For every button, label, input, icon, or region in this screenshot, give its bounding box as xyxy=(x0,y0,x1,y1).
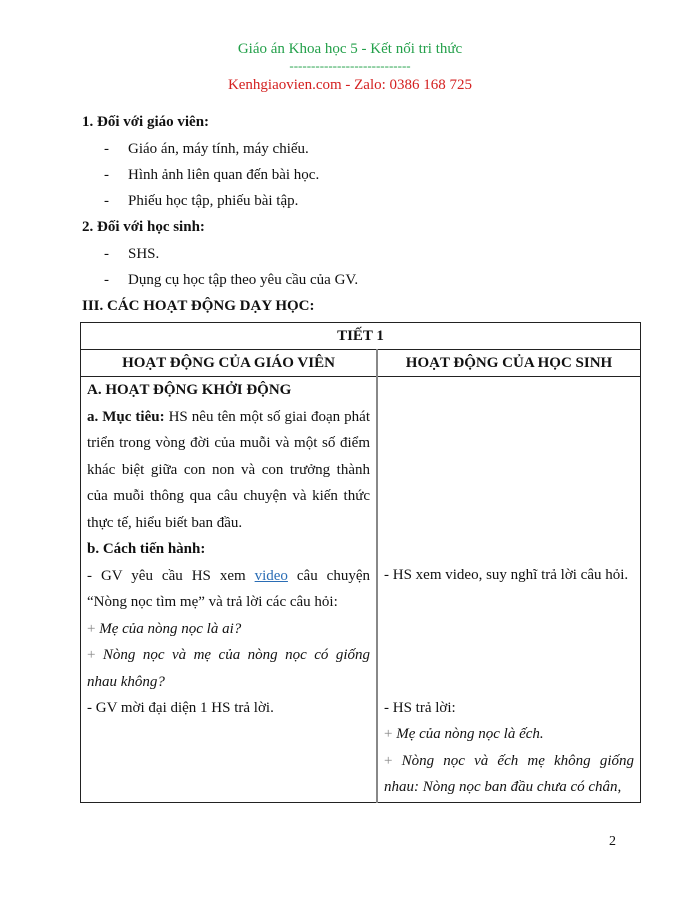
student-heading: 2. Đối với học sinh: xyxy=(82,219,205,235)
activities-heading: III. CÁC HOẠT ĐỘNG DẠY HỌC: xyxy=(82,298,315,314)
teacher-heading: 1. Đối với giáo viên: xyxy=(82,114,210,130)
lesson-table xyxy=(80,322,641,803)
student-response-2: - HS trả lời: xyxy=(384,699,456,716)
col-student-header: HOẠT ĐỘNG CỦA HỌC SINH xyxy=(377,350,641,377)
header-divider: ---------------------------- xyxy=(289,58,411,73)
goal-text: HS nêu tên một số giai đoạn phát triển trong vòng đời của muỗi và một số điểm khác biệt giữa con non và con trưởng thành của muỗi thông qua câu chuyện và kiến thức thực tế, hiểu biết ban đầu. xyxy=(87,408,370,531)
list-item: - Hình ảnh liên quan đến bài học. xyxy=(104,167,320,183)
table-title: TIẾT 1 xyxy=(81,323,641,350)
student-response-1: - HS xem video, suy nghĩ trả lời câu hỏi. xyxy=(384,567,629,583)
student-activity-cell xyxy=(377,377,641,803)
list-item: - SHS. xyxy=(104,246,160,262)
teacher-activity-cell xyxy=(81,377,378,803)
header-title: Giáo án Khoa học 5 - Kết nối tri thức xyxy=(237,41,463,57)
answer-2: + Nòng nọc và ếch mẹ không giống nhau: Nòng nọc ban đầu chưa có chân, xyxy=(384,752,634,795)
goal-label: a. Mục tiêu: xyxy=(87,408,165,425)
question-1: + Mẹ của nòng nọc là ai? xyxy=(87,620,242,637)
list-item: - Dụng cụ học tập theo yêu cầu của GV. xyxy=(104,272,359,288)
page-number: 2 xyxy=(609,834,616,849)
list-item: - Giáo án, máy tính, máy chiếu. xyxy=(104,141,309,157)
col-teacher-header: HOẠT ĐỘNG CỦA GIÁO VIÊN xyxy=(81,350,378,377)
header-site: Kenhgiaovien.com - Zalo: 0386 168 725 xyxy=(227,77,473,93)
method-label: b. Cách tiến hành: xyxy=(87,541,206,557)
question-2: + Nòng nọc và mẹ của nòng nọc có giống nhau không? xyxy=(87,647,370,690)
step1-text: - GV yêu cầu HS xem xyxy=(87,567,255,584)
list-item: - Phiếu học tập, phiếu bài tập. xyxy=(104,193,299,209)
answer-1: + Mẹ của nòng nọc là ếch. xyxy=(384,726,544,742)
step1-text-end: câu chuyện “Nòng nọc tìm mẹ” và trả lời các câu hỏi: xyxy=(87,567,370,610)
section-title: A. HOẠT ĐỘNG KHỞI ĐỘNG xyxy=(87,382,292,398)
video-link[interactable]: video xyxy=(254,567,288,584)
step2-text: - GV mời đại diện 1 HS trả lời. xyxy=(87,700,274,716)
